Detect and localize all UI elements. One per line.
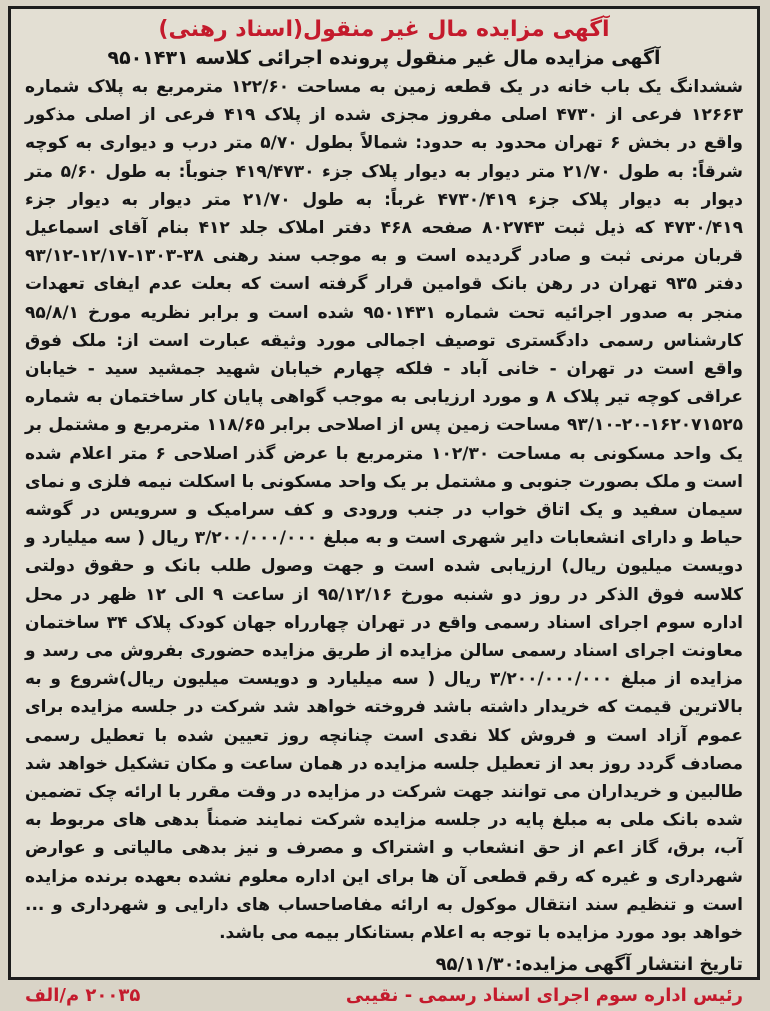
publication-date: تاریخ انتشار آگهی مزایده:۹۵/۱۱/۳۰ (435, 954, 743, 976)
notice-body-text: ششدانگ یک باب خانه در یک قطعه زمین به مساحت ۱۲۲/۶۰ مترمربع به پلاک شماره ۱۲۶۶۳ فرعی از ۴۷۳۰ اصلی مفروز مجزی شده از پلاک ۴۱۹ فرعی از اصلی مذکور واقع در بخش ۶ تهران محدود به حدود: شمالاً بطول ۵/۷۰ متر درب و دیواری به کوچه شرقاً: به طول ۲۱/۷۰ متر دیوار به دیوار پلاک جزء ۴۱۹/۴۷۳۰ جنوباً: به طول ۵/۶۰ متر دیوار به دیوار پلاک جزء ۴۷۳۰/۴۱۹ غرباً: به طول ۲۱/۷۰ متر دیوار به دیوار جزء ۴۷۳۰/۴۱۹ که ذیل ثبت ۸۰۲۷۴۳ صفحه ۴۶۸ دفتر املاک جلد ۴۱۲ بنام آقای اسماعیل قربان مرنی ثبت و صادر گردیده است و به موجب سند رهنی ۳۸-۱۳۰۳-۱۲/۱۷-۹۳/۱۲ دفتر ۹۳۵ تهران در رهن بانک قوامین قرار گرفته است که بعلت عدم ایفای تعهدات منجر به صدور اجرائیه تحت شماره ۹۵۰۱۴۳۱ شده است و برابر نظریه مورخ ۹۵/۸/۱ کارشناس رسمی دادگستری توصیف اجمالی مورد وثیقه عبارت است از: ملک فوق واقع است در تهران - خانی آباد - فلکه چهارم خیابان شهید جمشید سید - خیابان عراقی کوچه تیر پلاک ۸ و مورد ارزیابی به موجب گواهی پایان کار ساختمان به شماره ۱۶۲۰۷۱۵۲۵-۲۰-۹۳/۱۰ مساحت زمین پس از اصلاحی برابر ۱۱۸/۶۵ مترمربع و مشتمل بر یک واحد مسکونی به مساحت ۱۰۲/۳۰ مترمربع با عرض گذر اصلاحی ۶ متر اعلام شده است و ملک بصورت جنوبی و مشتمل بر یک واحد مسکونی با اسکلت نیمه فلزی و نمای سیمان سفید و یک اتاق خواب در جنب ورودی و کف سرامیک و سرویس در گوشه حیاط و دارای انشعابات دایر شهری است و به مبلغ ۳/۲۰۰/۰۰۰/۰۰۰ ریال ( سه میلیارد و دویست میلیون ریال) ارزیابی شده است و جهت وصول طلب بانک و حقوق دولتی کلاسه فوق الذکر در روز دو شنبه مورخ ۹۵/۱۲/۱۶ از ساعت ۹ الی ۱۲ ظهر در محل اداره سوم اجرای اسناد رسمی واقع در تهران چهارراه جهان کودک پلاک ۳۴ ساختمان معاونت اجرای اسناد رسمی سالن مزایده از طریق مزایده حضوری بفروش می رسد و مزایده از مبلغ ۳/۲۰۰/۰۰۰/۰۰۰ ریال ( سه میلیارد و دویست میلیون ریال)شروع و به بالاترین قیمت که خریدار داشته باشد فروخته خواهد شد شرکت در جلسه مزایده برای عموم آزاد است و فروش کلا نقدی است چنانچه روز تعیین شده با تعطیل رسمی مصادف گردد روز بعد از تعطیل جلسه مزایده در همان ساعت و مکان تشکیل خواهد شد طالبین و خریداران می توانند جهت شرکت در مزایده در وقت مقرر با ارائه چک تضمین شده بانک ملی به مبلغ پایه در جلسه مزایده شرکت نمایند ضمناً بدهی های مربوط به آب، برق، گاز اعم از حق انشعاب و اشتراک و مصرف و نیز بدهی مالیاتی و عوارض شهرداری و غیره که رقم قطعی آن ها برای این اداره معلوم نشده بعهده برنده مزایده است و تنظیم سند انتقال موکول به ارائه مفاصاحساب های دارایی و شهرداری و ... خواهد بود مورد مزایده با توجه به اعلام بستانکار بیمه می باشد. (25, 77, 744, 944)
reference-code: ۲۰۰۳۵ م/الف (25, 985, 141, 1007)
auction-notice (8, 6, 760, 1007)
notice-sub-title: آگهی مزایده مال غیر منقول پرونده اجرائی کلاسه ۹۵۰۱۴۳۱ (107, 47, 661, 69)
signature-line: رئیس اداره سوم اجرای اسناد رسمی - نقیبی (345, 985, 743, 1007)
notice-footer (25, 981, 743, 1011)
notice-main-title: آگهی مزایده مال غیر منقول(اسناد رهنی) (158, 17, 610, 42)
